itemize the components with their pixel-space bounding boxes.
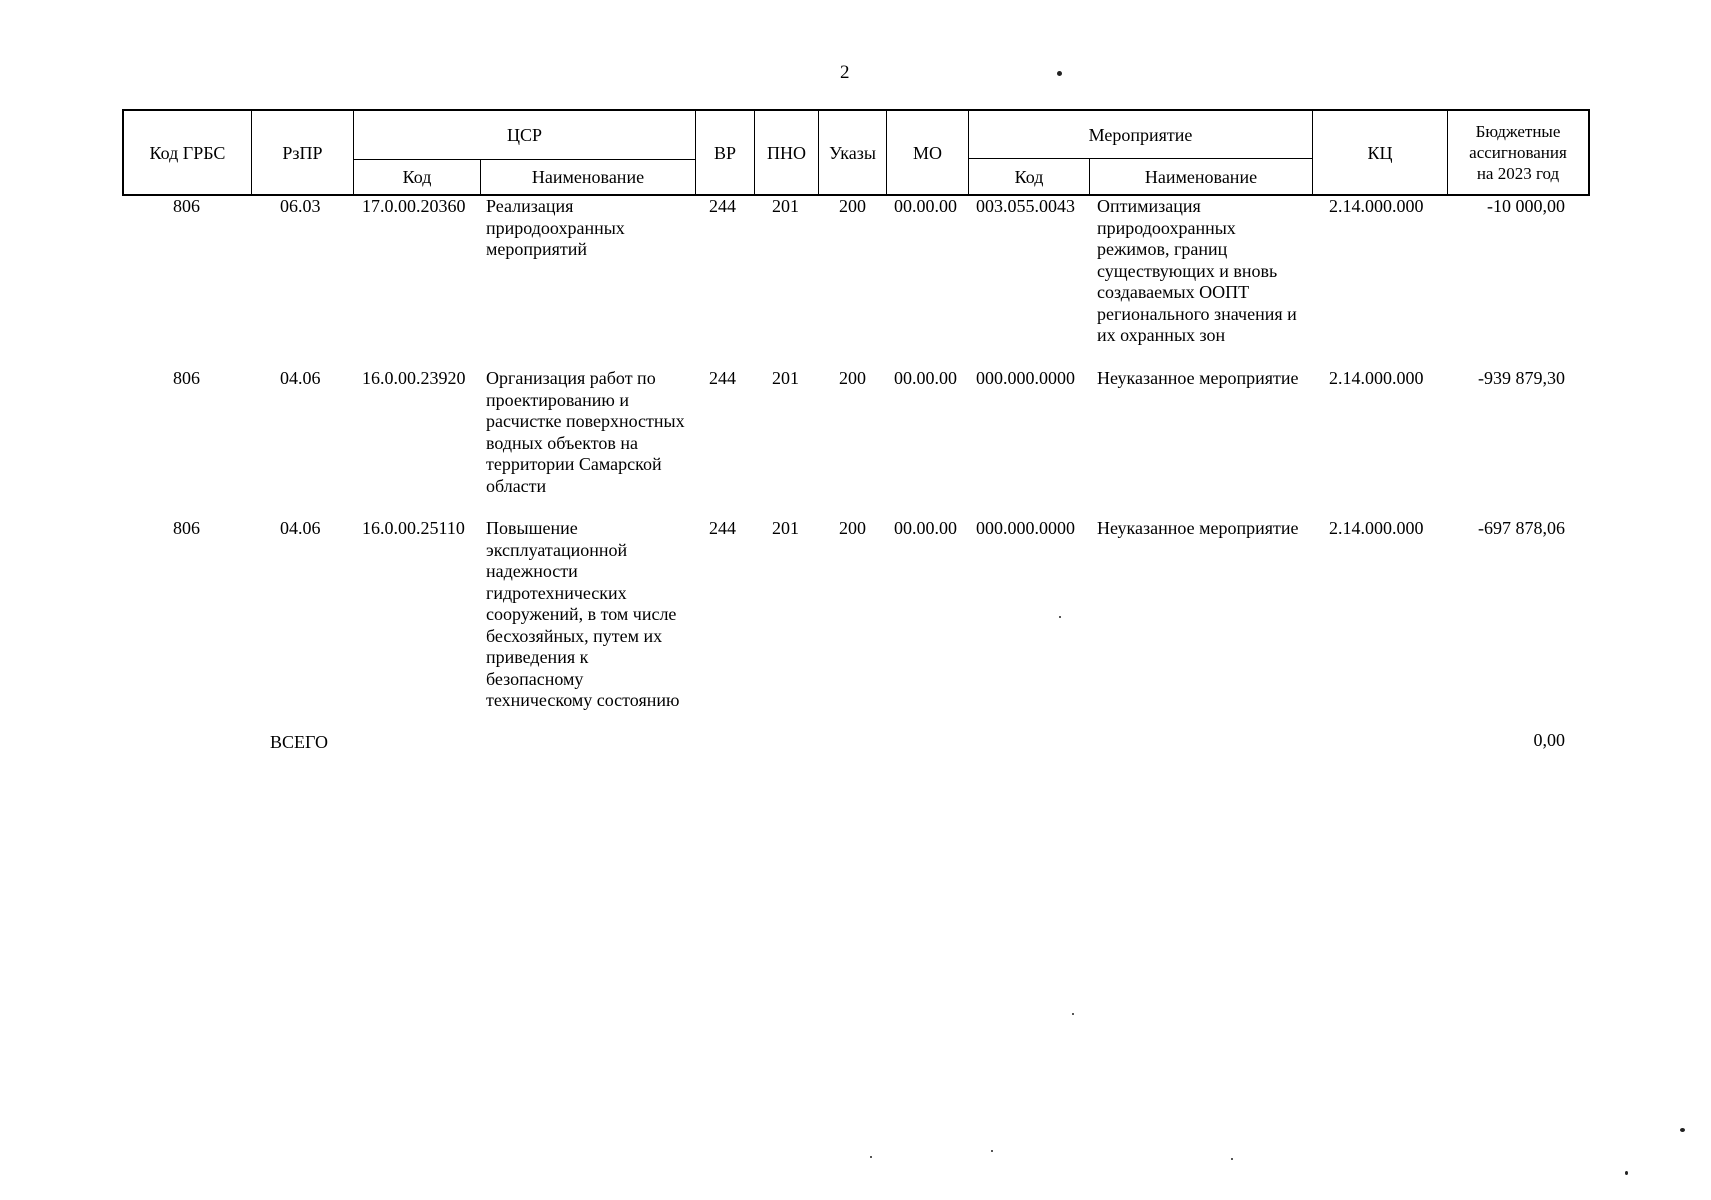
cell-csr-kod: 16.0.00.25110 — [362, 518, 465, 538]
header-mer-kod: Код — [1014, 166, 1044, 187]
header-budget: Бюджетные ассигнования на 2023 год — [1469, 122, 1567, 183]
cell-amount: -697 878,06 — [1478, 518, 1565, 538]
cell-csr-name: Повышение эксплуатационной надежности гидротехнических сооружений, в том числе бесхозяйных, путем их приведения к безопасному техническому состоянию — [486, 518, 680, 710]
header-mo: МО — [912, 142, 942, 163]
cell-mer-kod: 000.000.0000 — [976, 368, 1075, 388]
scan-speck — [1072, 1013, 1074, 1015]
cell-ukazy: 200 — [839, 196, 866, 216]
header-ukazy: Указы — [829, 142, 876, 163]
cell-pno: 201 — [772, 518, 799, 538]
cell-kod-grbs: 806 — [173, 196, 200, 216]
cell-mer-kod: 000.000.0000 — [976, 518, 1075, 538]
cell-csr-kod: 17.0.00.20360 — [362, 196, 466, 216]
header-csr: ЦСР — [506, 125, 542, 145]
cell-pno: 201 — [772, 368, 799, 388]
cell-mer-kod: 003.055.0043 — [976, 196, 1075, 216]
scan-speck — [1057, 71, 1062, 76]
page-number: 2 — [840, 62, 850, 83]
header-kc: КЦ — [1367, 142, 1393, 163]
scan-speck — [1231, 1158, 1233, 1160]
cell-kc: 2.14.000.000 — [1329, 196, 1424, 216]
cell-amount: -10 000,00 — [1487, 196, 1565, 216]
cell-kod-grbs: 806 — [173, 368, 200, 388]
cell-vr: 244 — [709, 196, 736, 216]
cell-kod-grbs: 806 — [173, 518, 200, 538]
header-csr-name: Наименование — [531, 167, 645, 187]
cell-mer-name: Неуказанное мероприятие — [1097, 518, 1299, 538]
scan-speck — [1625, 1171, 1628, 1175]
header-rzpr: РзПР — [282, 142, 323, 163]
table-header — [122, 109, 1590, 195]
cell-mo: 00.00.00 — [894, 368, 957, 388]
cell-mo: 00.00.00 — [894, 518, 957, 538]
cell-kc: 2.14.000.000 — [1329, 368, 1424, 388]
cell-kc: 2.14.000.000 — [1329, 518, 1424, 538]
cell-ukazy: 200 — [839, 368, 866, 388]
header-vr: ВР — [713, 142, 737, 163]
cell-csr-name: Организация работ по проектированию и расчистке поверхностных водных объектов на территории Самарской области — [486, 368, 685, 496]
cell-mer-name: Оптимизация природоохранных режимов, границ существующих и вновь создаваемых ООПТ регионального значения и их охранных зон — [1097, 196, 1297, 345]
total-amount: 0,00 — [1533, 730, 1565, 750]
header-mer-name: Наименование — [1144, 166, 1258, 187]
scan-speck — [1680, 1128, 1685, 1132]
scan-speck — [991, 1150, 993, 1152]
cell-rzpr: 04.06 — [280, 518, 321, 538]
header-meropriyatie: Мероприятие — [1088, 124, 1193, 145]
cell-rzpr: 04.06 — [280, 368, 321, 388]
cell-csr-kod: 16.0.00.23920 — [362, 368, 466, 388]
cell-rzpr: 06.03 — [280, 196, 321, 216]
header-csr-kod: Код — [402, 167, 432, 187]
cell-amount: -939 879,30 — [1478, 368, 1565, 388]
cell-vr: 244 — [709, 518, 736, 538]
cell-csr-name: Реализация природоохранных мероприятий — [486, 196, 625, 259]
header-pno: ПНО — [767, 142, 806, 163]
cell-vr: 244 — [709, 368, 736, 388]
cell-mo: 00.00.00 — [894, 196, 957, 216]
header-kod-grbs: Код ГРБС — [149, 142, 226, 163]
cell-mer-name: Неуказанное мероприятие — [1097, 368, 1299, 388]
total-label: ВСЕГО — [270, 732, 328, 752]
scan-speck — [870, 1156, 872, 1158]
cell-ukazy: 200 — [839, 518, 866, 538]
scan-speck — [1059, 616, 1061, 618]
cell-pno: 201 — [772, 196, 799, 216]
